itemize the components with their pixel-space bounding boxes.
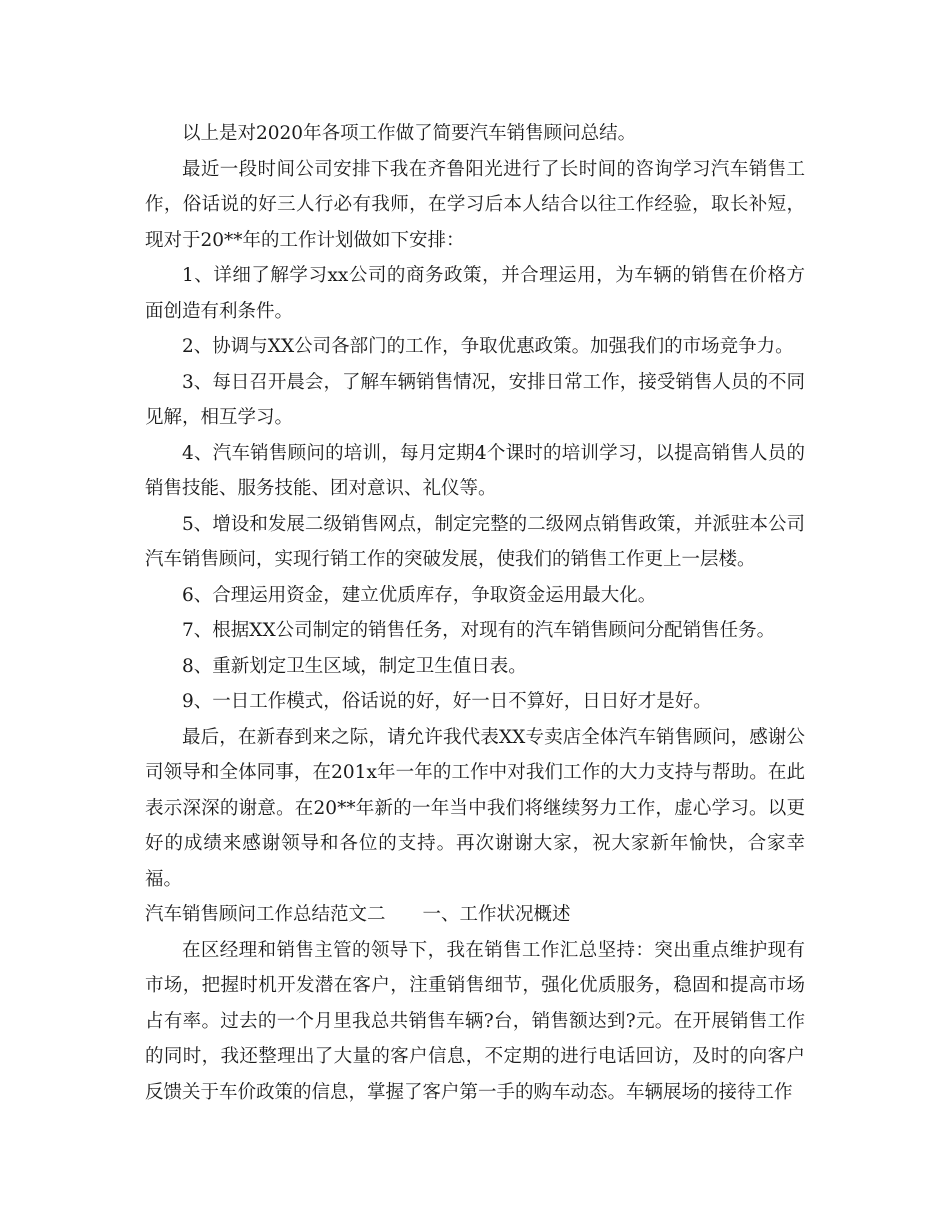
section-heading: 汽车销售顾问工作总结范文二 一、工作状况概述 [145,904,571,925]
paragraph-intro: 最近一段时间公司安排下我在齐鲁阳光进行了长时间的咨询学习汽车销售工作，俗话说的好三人行必有我师，在学习后本人结合以往工作经验，取长补短，现对于20**年的工作计划做如下安排： [145,158,805,251]
paragraph-closing: 最后，在新春到来之际，请允许我代表XX专卖店全体汽车销售顾问，感谢公司领导和全体同事，在201x年一年的工作中对我们工作的大力支持与帮助。在此表示深深的谢意。在20**年新的一年当中我们将继续努力工作，虚心学习。以更好的成绩来感谢领导和各位的支持。再次谢谢大家，祝大家新年愉快，合家幸福。 [145,726,805,890]
list-item-4: 4、汽车销售顾问的培训，每月定期4个课时的培训学习，以提高销售人员的销售技能、服务技能、团对意识、礼仪等。 [145,442,805,499]
list-item-7: 7、根据XX公司制定的销售任务，对现有的汽车销售顾问分配销售任务。 [182,620,776,641]
list-item-8: 8、重新划定卫生区域，制定卫生值日表。 [182,655,527,677]
list-item-1: 1、详细了解学习xx公司的商务政策，并合理运用，为车辆的销售在价格方面创造有利条件。 [145,265,805,322]
paragraph-overview: 在区经理和销售主管的领导下，我在销售工作汇总坚持：突出重点维护现有市场，把握时机开发潜在客户，注重销售细节，强化优质服务，稳固和提高市场占有率。过去的一个月里我总共销售车辆?台，销售额达到?元。在开展销售工作的同时，我还整理出了大量的客户信息，不定期的进行电话回访，及时的向客户反馈关于车价政策的信息，掌握了客户第一手的购车动态。车辆展场的接待工作 [145,939,805,1103]
list-item-3: 3、每日召开晨会，了解车辆销售情况，安排日常工作，接受销售人员的不同见解，相互学习。 [145,371,805,428]
document-body [145,116,805,1110]
list-item-9: 9、一日工作模式，俗话说的好，好一日不算好，日日好才是好。 [182,691,712,712]
list-item-2: 2、协调与XX公司各部门的工作，争取优惠政策。加强我们的市场竞争力。 [182,336,794,357]
list-item-6: 6、合理运用资金，建立优质库存，争取资金运用最大化。 [182,584,657,606]
list-item-5: 5、增设和发展二级销售网点，制定完整的二级网点销售政策，并派驻本公司汽车销售顾问，实现行销工作的突破发展，使我们的销售工作更上一层楼。 [145,513,805,570]
paragraph-summary: 以上是对2020年各项工作做了简要汽车销售顾问总结。 [182,123,637,144]
